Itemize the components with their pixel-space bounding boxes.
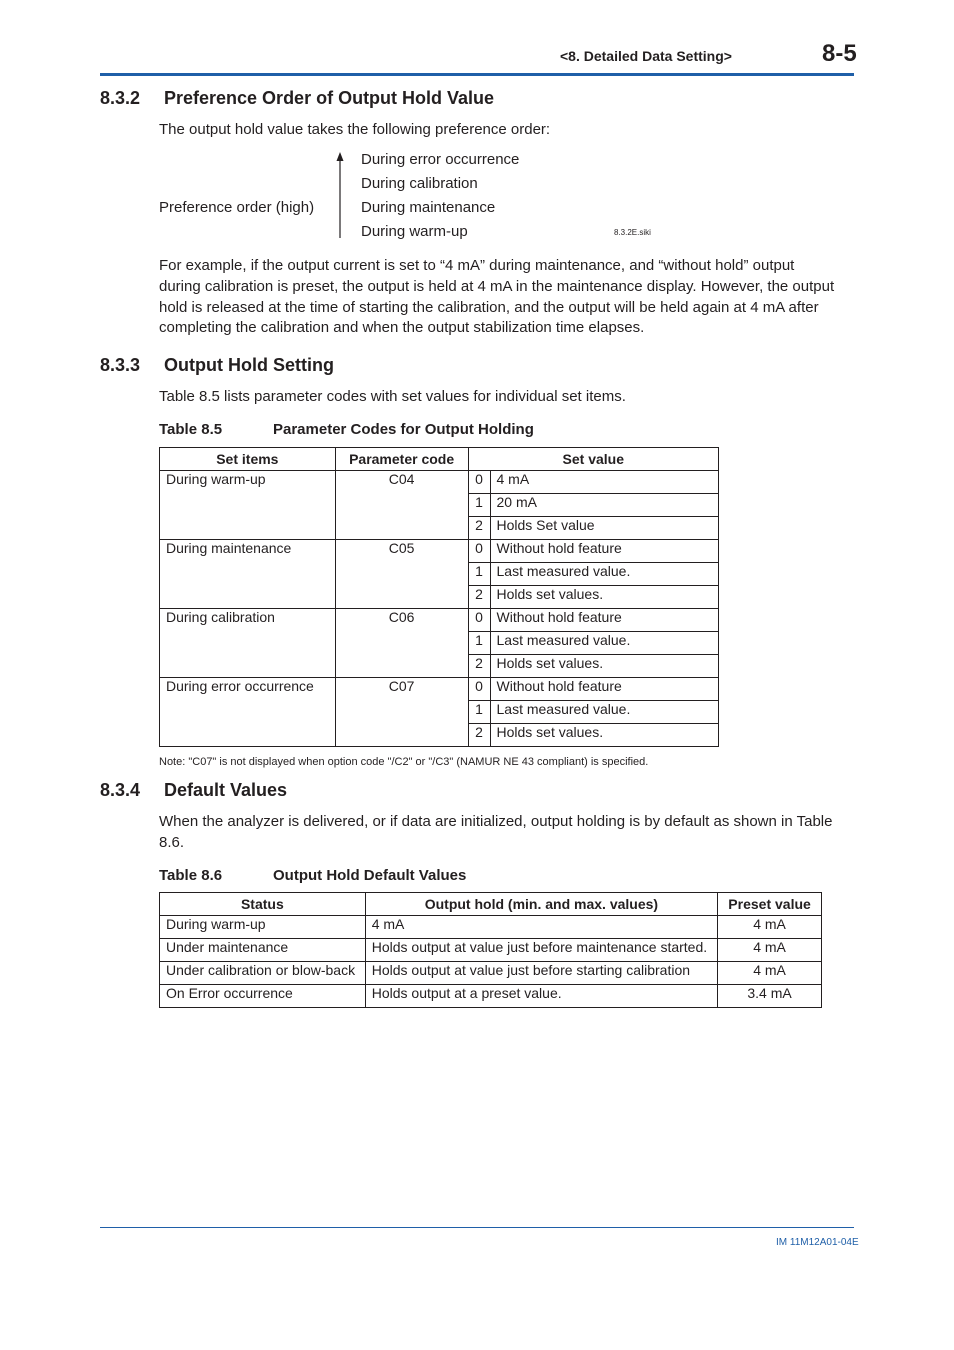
section-intro: The output hold value takes the following preference order: [159, 121, 551, 138]
output-hold-cell: Holds output at value just before starting calibration [365, 962, 717, 985]
table-note: Note: "C07" is not displayed when option code "/C2" or "/C3" (NAMUR NE 43 compliant) is specified. [159, 756, 649, 768]
section-title: Default Values [164, 780, 288, 800]
table-title: Output Hold Default Values [273, 867, 467, 884]
value-label-cell: Last measured value. [490, 701, 719, 724]
value-label-cell: 20 mA [490, 494, 719, 517]
table-header: Preset value [718, 893, 822, 916]
output-hold-cell: 4 mA [365, 916, 717, 939]
section-number: 8.3.3 [100, 355, 141, 375]
preference-item: During maintenance [361, 199, 496, 216]
running-header-chapter: <8. Detailed Data Setting> [560, 48, 732, 64]
value-index-cell: 1 [468, 632, 490, 655]
page-number: 8-5 [822, 40, 857, 67]
table-row [160, 939, 822, 962]
value-index-cell: 2 [468, 724, 490, 747]
parameter-code-cell: C05 [335, 540, 468, 609]
table-header: Parameter code [335, 448, 468, 471]
parameter-code-cell: C06 [335, 609, 468, 678]
value-label-cell: Holds Set value [490, 517, 719, 540]
section-title: Output Hold Setting [164, 355, 334, 375]
section-paragraph: When the analyzer is delivered, or if data are initialized, output holding is by default as shown in Table 8.6. [159, 813, 833, 851]
parameter-code-cell: C04 [335, 471, 468, 540]
value-index-cell: 1 [468, 563, 490, 586]
table-header: Status [160, 893, 366, 916]
set-item-cell: During warm-up [160, 471, 336, 540]
preset-value-cell: 4 mA [718, 916, 822, 939]
table-number: Table 8.5 [159, 421, 223, 438]
table-row [160, 916, 822, 939]
set-item-cell: During error occurrence [160, 678, 336, 747]
value-index-cell: 0 [468, 540, 490, 563]
table-header: Set items [160, 448, 336, 471]
header-rule [100, 73, 854, 76]
output-hold-cell: Holds output at value just before maintenance started. [365, 939, 717, 962]
preset-value-cell: 3.4 mA [718, 985, 822, 1008]
value-index-cell: 1 [468, 494, 490, 517]
value-index-cell: 0 [468, 471, 490, 494]
status-cell: Under maintenance [160, 939, 366, 962]
value-label-cell: Holds set values. [490, 724, 719, 747]
preference-arrow-icon [334, 150, 348, 240]
value-label-cell: Holds set values. [490, 586, 719, 609]
parameter-code-cell: C07 [335, 678, 468, 747]
value-index-cell: 1 [468, 701, 490, 724]
value-label-cell: Without hold feature [490, 540, 719, 563]
value-label-cell: Last measured value. [490, 563, 719, 586]
output-hold-cell: Holds output at a preset value. [365, 985, 717, 1008]
table-title: Parameter Codes for Output Holding [273, 421, 534, 438]
footer-rule [100, 1227, 854, 1228]
preference-item: During calibration [361, 175, 478, 192]
default-values-table [159, 892, 822, 1008]
table-row [160, 540, 719, 563]
preference-item: During error occurrence [361, 151, 520, 168]
table-row [160, 985, 822, 1008]
status-cell: During warm-up [160, 916, 366, 939]
preset-value-cell: 4 mA [718, 962, 822, 985]
set-item-cell: During calibration [160, 609, 336, 678]
value-index-cell: 0 [468, 678, 490, 701]
preference-item: During warm-up [361, 223, 468, 240]
value-label-cell: Without hold feature [490, 678, 719, 701]
section-title: Preference Order of Output Hold Value [164, 88, 495, 108]
value-label-cell: Last measured value. [490, 632, 719, 655]
section-number: 8.3.4 [100, 780, 141, 800]
value-label-cell: Without hold feature [490, 609, 719, 632]
value-label-cell: Holds set values. [490, 655, 719, 678]
value-label-cell: 4 mA [490, 471, 719, 494]
table-row [160, 609, 719, 632]
preference-label: Preference order (high) [159, 199, 315, 216]
example-paragraph: For example, if the output current is set to “4 mA” during maintenance, and “without hold” output during calibration is preset, the output is held at 4 mA in the maintenance display. However, the output hold is released at the time of starting the calibration, and the output will be held again at 4 mA after completing the calibration and when the output stabilization time elapses. [159, 257, 835, 337]
table-row [160, 471, 719, 494]
section-intro: Table 8.5 lists parameter codes with set values for individual set items. [159, 388, 626, 405]
value-index-cell: 2 [468, 586, 490, 609]
table-number: Table 8.6 [159, 867, 223, 884]
parameter-codes-table [159, 447, 719, 747]
table-row [160, 678, 719, 701]
preset-value-cell: 4 mA [718, 939, 822, 962]
document-id: IM 11M12A01-04E [776, 1237, 859, 1248]
value-index-cell: 2 [468, 517, 490, 540]
table-row [160, 962, 822, 985]
set-item-cell: During maintenance [160, 540, 336, 609]
table-header: Set value [468, 448, 718, 471]
figure-id: 8.3.2E.siki [614, 228, 651, 237]
status-cell: Under calibration or blow-back [160, 962, 366, 985]
value-index-cell: 2 [468, 655, 490, 678]
value-index-cell: 0 [468, 609, 490, 632]
section-number: 8.3.2 [100, 88, 141, 108]
status-cell: On Error occurrence [160, 985, 366, 1008]
table-header: Output hold (min. and max. values) [365, 893, 717, 916]
